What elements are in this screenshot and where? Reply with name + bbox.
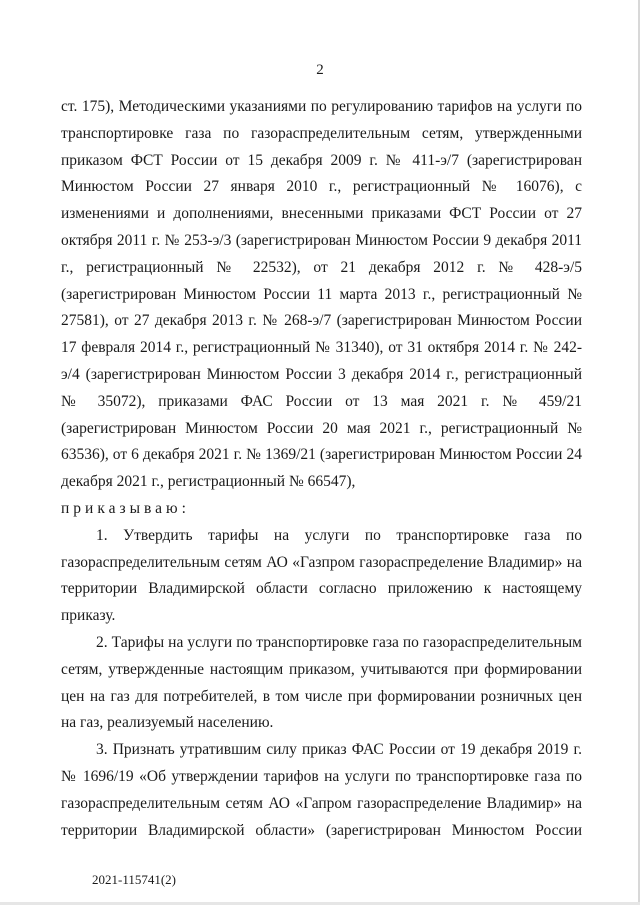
intro-paragraph: ст. 175), Методическими указаниями по регулированию тарифов на услуги по транспортировке газа по газораспределительным сетям, утвержденными приказом ФСТ России от 15 декабря 2009 г. № 411-э/7 (зарегистрирован Минюстом России 27 января 2010 г., регистрационный № 16076), с изменениями и дополнениями, внесенными приказами ФСТ России от 27 октября 2011 г. № 253-э/3 (зарегистрирован Минюстом России 9 декабря 2011 г., регистрационный № 22532), от 21 декабря 2012 г. № 428-э/5 (зарегистрирован Минюстом России 11 марта 2013 г., регистрационный № 27581), от 27 декабря 2013 г. № 268-э/7 (зарегистрирован Минюстом России 17 февраля 2014 г., регистрационный № 31340), от 31 октября 2014 г. № 242-э/4 (зарегистрирован Минюстом России 3 декабря 2014 г., регистрационный № 35072), приказами ФАС России от 13 мая 2021 г. № 459/21 (зарегистрирован Минюстом России 20 мая 2021 г., регистрационный № 63536), от 6 декабря 2021 г. № 1369/21 (зарегистрирован Минюстом России 24 декабря 2021 г., регистрационный № 66547), <box>61 98 582 491</box>
order-word: приказываю: <box>61 499 190 517</box>
item-1: 1. Утвердить тарифы на услуги по транспортировке газа по газораспределительным сетям АО «Газпром газораспределение Владимир» на территории Владимирской области согласно приложению к настоящему приказу. <box>61 526 582 625</box>
item-3: 3. Признать утратившим силу приказ ФАС России от 19 декабря 2019 г. № 1696/19 «Об утверждении тарифов на услуги по транспортировке газа по газораспределительным сетям АО «Гапром газораспределение Владимир» на территории Владимирской области» (зарегистрирован Минюстом России <box>61 741 582 839</box>
page-number: 2 <box>316 62 324 78</box>
document-code: 2021-115741(2) <box>92 872 177 887</box>
document-body <box>61 94 582 844</box>
item-2: 2. Тарифы на услуги по транспортировке газа по газораспределительным сетям, утвержденные настоящим приказом, учитываются при формировании цен на газ для потребителей, в том числе при формировании розничных цен на газ, реализуемый населению. <box>61 633 582 732</box>
